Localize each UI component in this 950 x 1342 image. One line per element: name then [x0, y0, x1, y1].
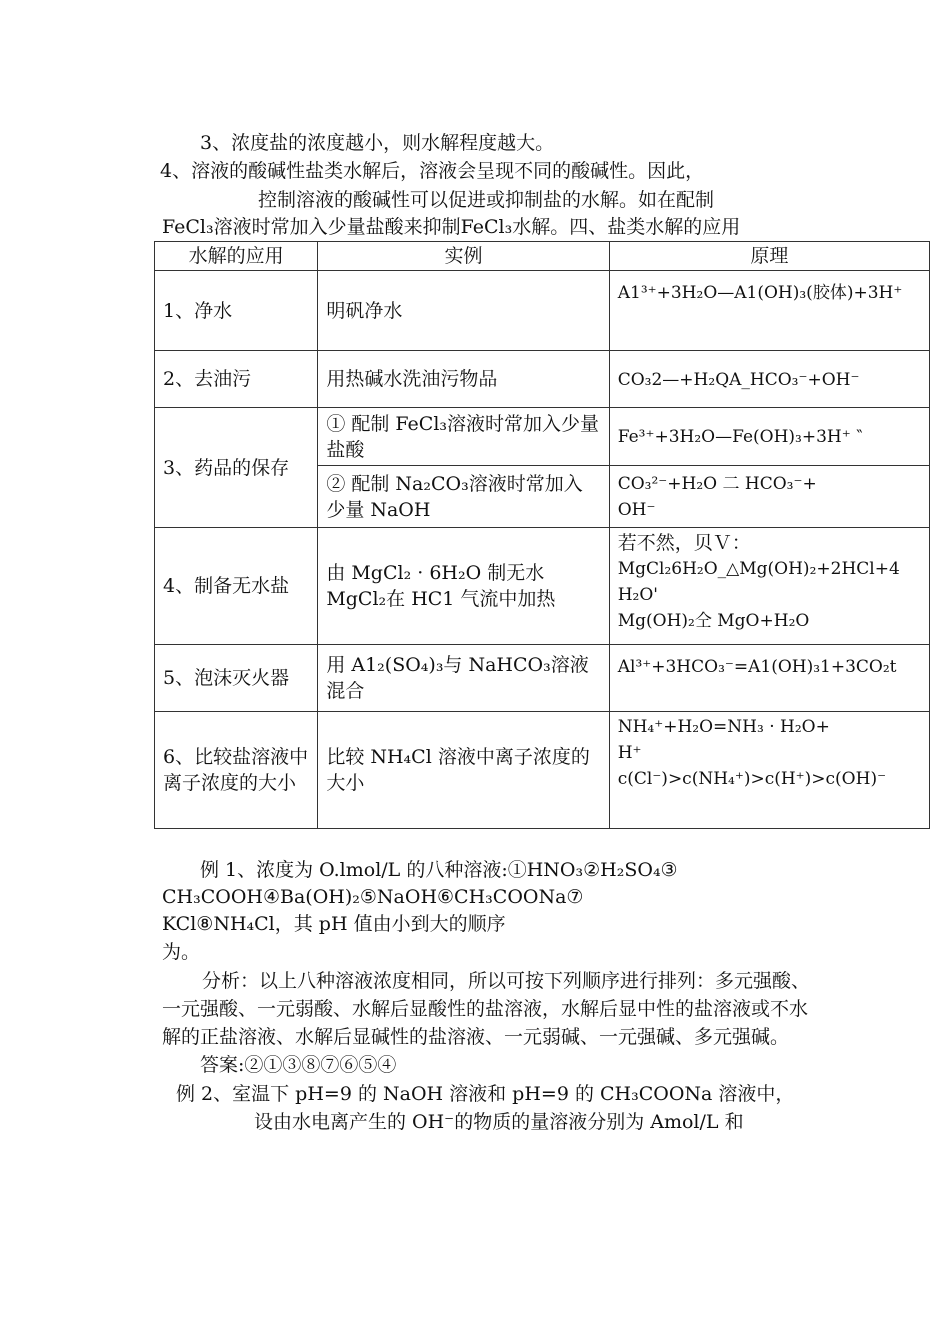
example1-line4: 为。 — [162, 941, 201, 963]
example2-line2: 设由水电离产生的 OH⁻的物质的量溶液分别为 Amol/L 和 — [254, 1111, 744, 1133]
table-row — [155, 712, 930, 829]
row-principle: CO₃²⁻+H₂O 二 HCO₃⁻+ OH⁻ — [609, 466, 929, 528]
row-example: 由 MgCl₂ · 6H₂O 制无水 MgCl₂在 HC1 气流中加热 — [318, 528, 609, 645]
table-header-row — [155, 242, 930, 271]
example1-line2: CH₃COOH④Ba(OH)₂⑤NaOH⑥CH₃COONa⑦ — [162, 886, 584, 908]
row-principle: Al³⁺+3HCO₃⁻=A1(OH)₃1+3CO₂t — [609, 645, 929, 712]
paragraph-fecl3: FeCl₃溶液时常加入少量盐酸来抑制FeCl₃水解。四、盐类水解的应用 — [162, 216, 741, 238]
analysis-line1: 分析：以上八种溶液浓度相同，所以可按下列顺序进行排列：多元强酸、 — [202, 970, 811, 992]
hydrolysis-application-table — [154, 241, 930, 829]
table-row — [155, 271, 930, 351]
row-example: 明矾净水 — [318, 271, 609, 351]
answer-line: 答案:②①③⑧⑦⑥⑤④ — [200, 1054, 397, 1076]
row-example: 用 A1₂(SO₄)₃与 NaHCO₃溶液混合 — [318, 645, 609, 712]
row-principle: Fe³⁺+3H₂O—Fe(OH)₃+3H⁺ ‶ — [609, 408, 929, 466]
header-example: 实例 — [318, 242, 609, 271]
header-principle: 原理 — [609, 242, 929, 271]
table-row — [155, 645, 930, 712]
row-application: 5、泡沫灭火器 — [155, 645, 318, 712]
row-principle: 若不然，贝Ｖ： MgCl₂6H₂O_△Mg(OH)₂+2HCl+4 H₂O' Mg(OH)₂仝 MgO+H₂O — [609, 528, 929, 645]
paragraph-control: 控制溶液的酸碱性可以促进或抑制盐的水解。如在配制 — [258, 189, 715, 211]
row-example: ② 配制 Na₂CO₃溶液时常加入少量 NaOH — [318, 466, 609, 528]
row-principle: CO₃2—+H₂QA_HCO₃⁻+OH⁻ — [609, 351, 929, 408]
header-application: 水解的应用 — [155, 242, 318, 271]
row-example: 比较 NH₄Cl 溶液中离子浓度的大小 — [318, 712, 609, 829]
table-row — [155, 351, 930, 408]
example2-line1: 例 2、室温下 pH=9 的 NaOH 溶液和 pH=9 的 CH₃COONa 溶液中， — [176, 1083, 795, 1105]
table-row — [155, 528, 930, 645]
example1-line1: 例 1、浓度为 O.lmol/L 的八种溶液:①HNO₃②H₂SO₄③ — [200, 859, 678, 881]
analysis-line2: 一元强酸、一元弱酸、水解后显酸性的盐溶液，水解后显中性的盐溶液或不水 — [162, 998, 809, 1020]
paragraph-acidity: 4、溶液的酸碱性盐类水解后，溶液会呈现不同的酸碱性。因此， — [160, 160, 705, 182]
row-principle: NH₄⁺+H₂O=NH₃ · H₂O+ H⁺ c(Cl⁻)>c(NH₄⁺)>c(H⁺)>c(OH)⁻ — [609, 712, 929, 829]
row-application: 1、净水 — [155, 271, 318, 351]
row-principle: A1³⁺+3H₂O—A1(OH)₃(胶体)+3H⁺ — [609, 271, 929, 351]
row-application: 3、药品的保存 — [155, 408, 318, 528]
row-application: 2、去油污 — [155, 351, 318, 408]
table-row — [155, 408, 930, 466]
row-application: 6、比较盐溶液中离子浓度的大小 — [155, 712, 318, 829]
example1-line3: KCl⑧NH₄Cl，其 pH 值由小到大的顺序 — [162, 913, 506, 935]
paragraph-concentration: 3、浓度盐的浓度越小，则水解程度越大。 — [200, 132, 555, 154]
row-application: 4、制备无水盐 — [155, 528, 318, 645]
row-example: ① 配制 FeCl₃溶液时常加入少量盐酸 — [318, 408, 609, 466]
analysis-line3: 解的正盐溶液、水解后显碱性的盐溶液、一元弱碱、一元强碱、多元强碱。 — [162, 1026, 790, 1048]
row-example: 用热碱水洗油污物品 — [318, 351, 609, 408]
